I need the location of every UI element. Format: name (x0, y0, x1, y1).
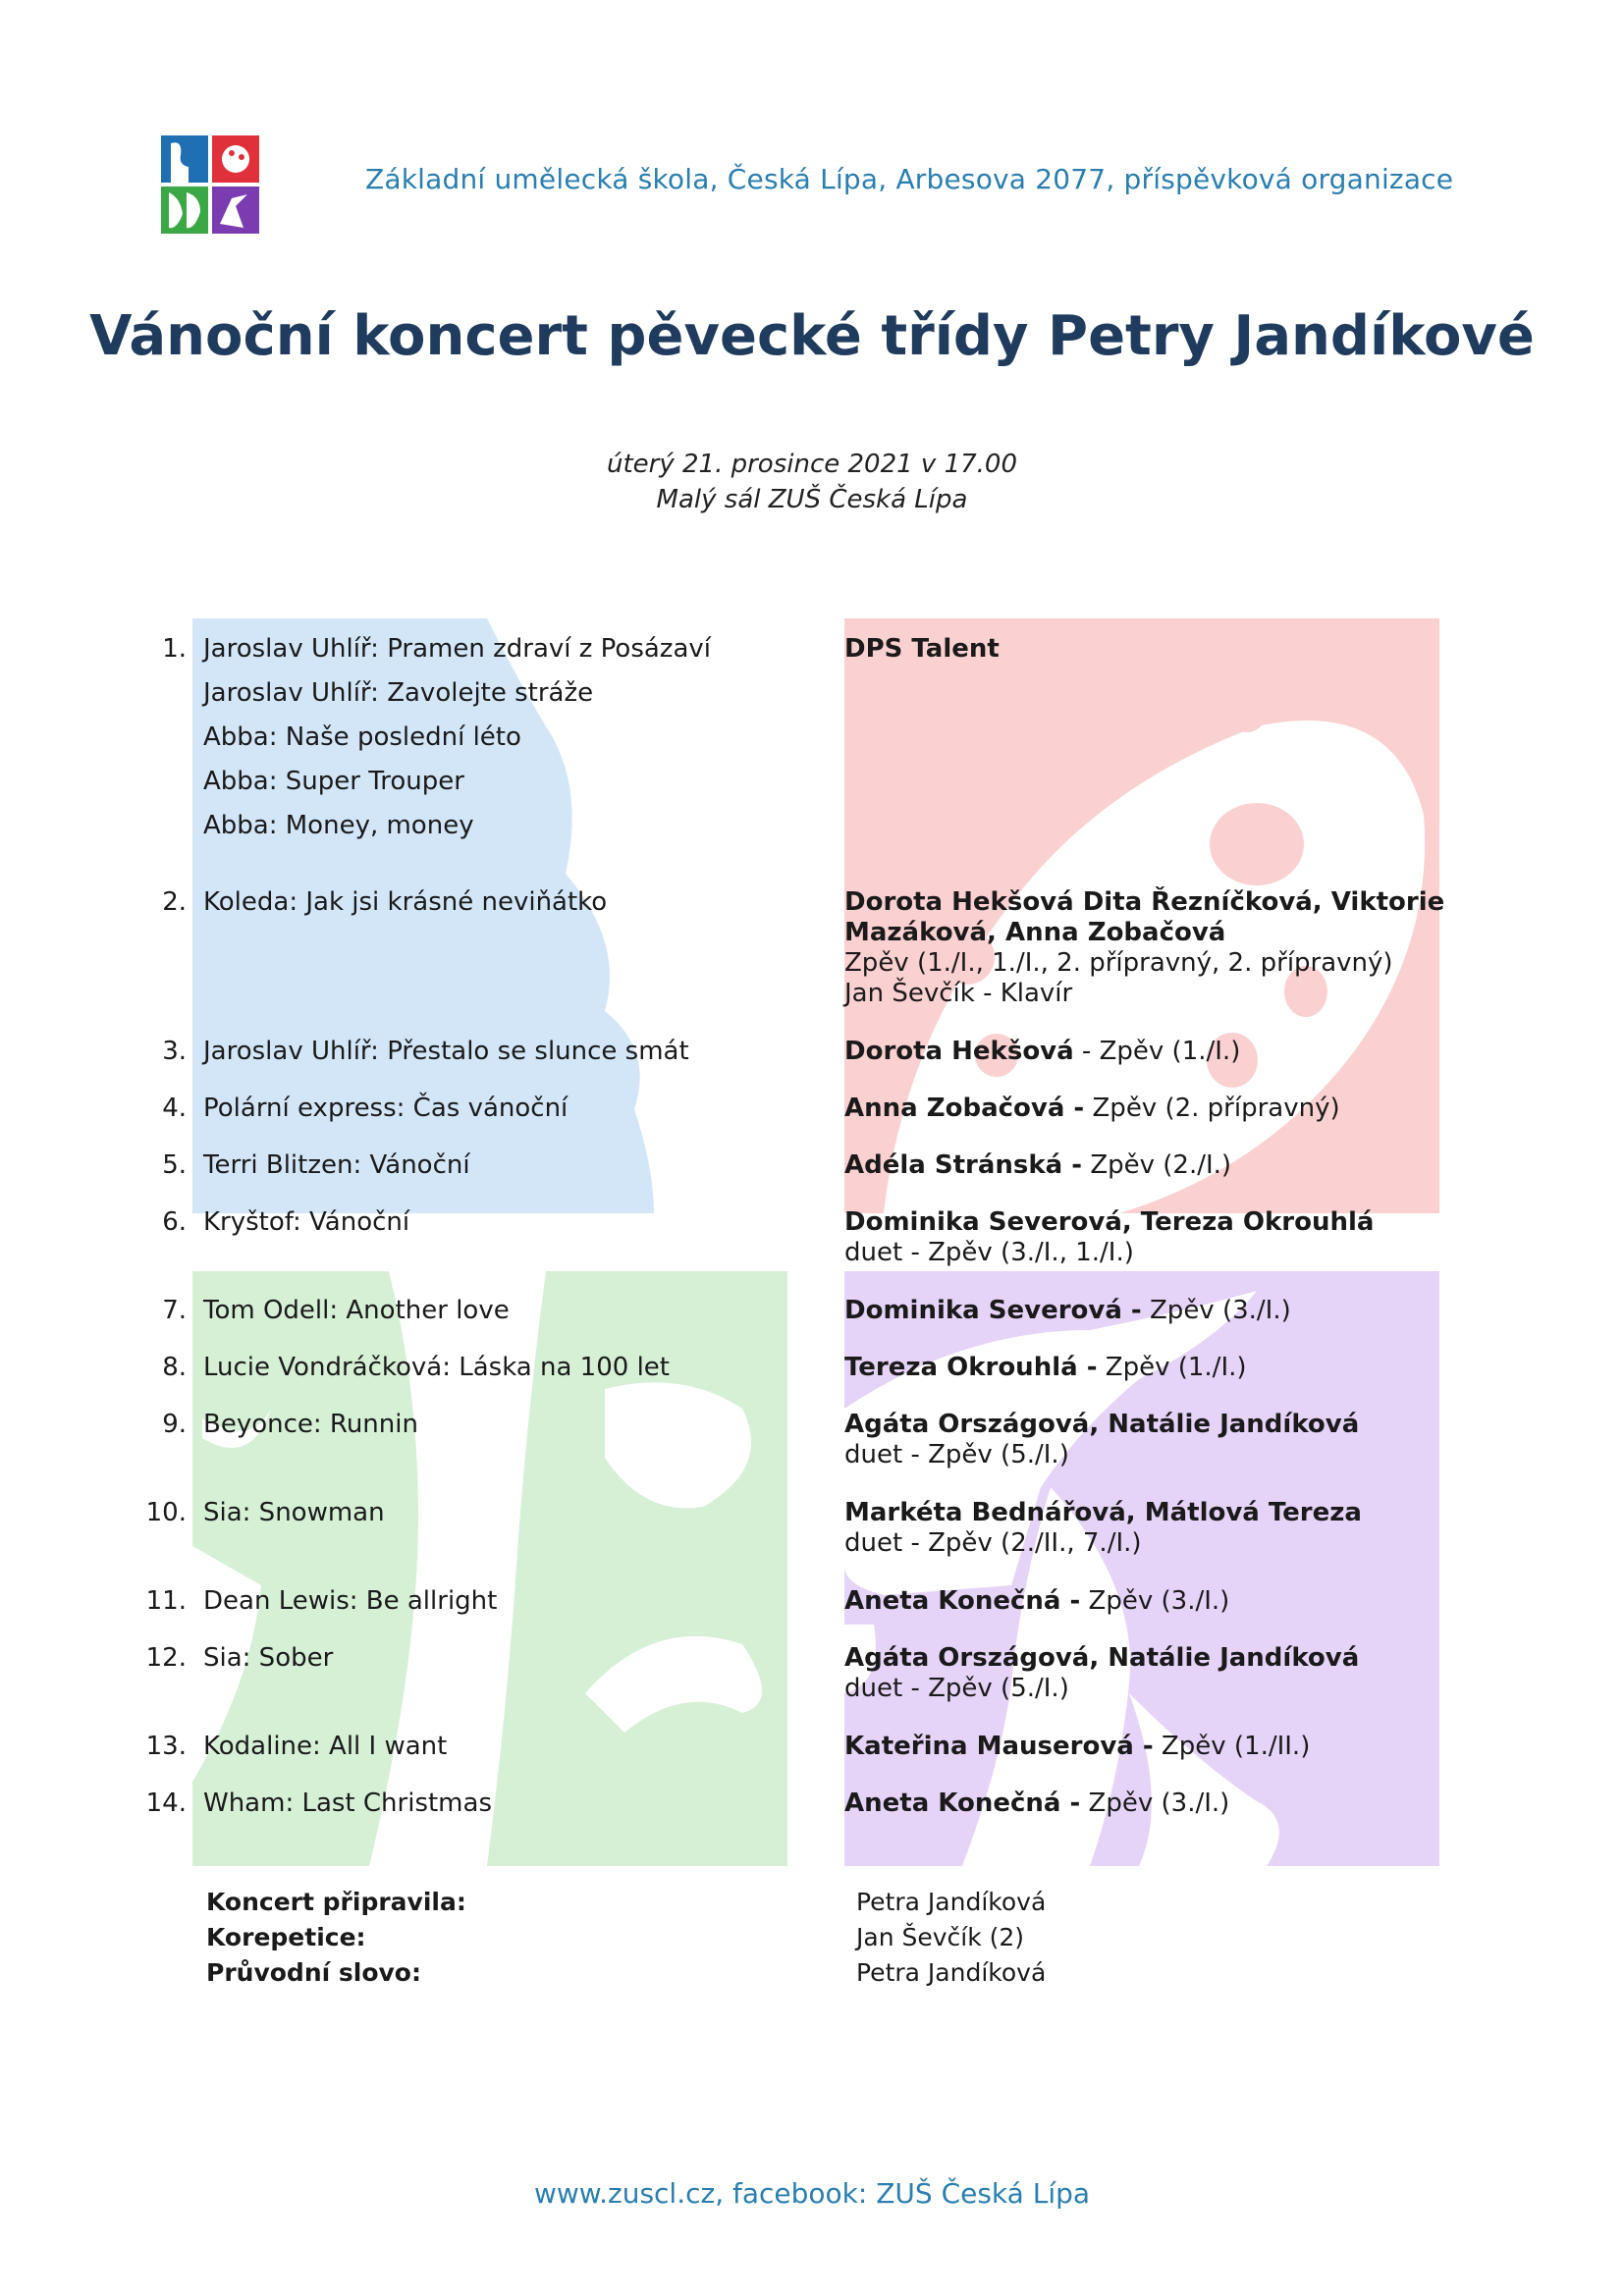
piece-title: Lucie Vondráčková: Láska na 100 let (203, 1353, 670, 1382)
performer-name: Dominika Severová, Tereza Okrouhlá (844, 1207, 1375, 1237)
item-number: 5. (162, 1150, 187, 1180)
footer-links[interactable]: www.zuscl.cz, facebook: ZUŠ Česká Lípa (533, 2177, 1091, 2210)
piece-title: Terri Blitzen: Vánoční (203, 1150, 470, 1180)
performer-name: Agáta Országová, Natálie Jandíková (844, 1643, 1360, 1673)
item-performer (844, 1094, 1492, 1124)
credit-narration-value: Petra Jandíková (856, 1958, 1047, 1987)
piece-title: Dean Lewis: Be allright (203, 1586, 498, 1616)
performer-role: - Zpěv (1./I.) (1073, 1037, 1241, 1066)
item-performer (844, 1037, 1492, 1067)
event-date-time: úterý 21. prosince 2021 v 17.00 (606, 450, 1018, 479)
item-performer (844, 1586, 1492, 1617)
item-performer (844, 887, 1492, 1009)
item-pieces (203, 1732, 792, 1776)
item-performer (844, 1498, 1492, 1559)
credit-accompaniment-label: Korepetice: (206, 1923, 366, 1951)
organization-header: Základní umělecká škola, Česká Lípa, Arbesova 2077, příspěvková organizace (365, 163, 1454, 195)
performer-name: Dominika Severová - (844, 1296, 1142, 1325)
item-number: 8. (162, 1353, 187, 1382)
item-pieces (203, 1353, 792, 1397)
item-pieces (203, 1586, 792, 1630)
performer-name: Aneta Konečná - (844, 1586, 1081, 1616)
item-performer (844, 1410, 1492, 1470)
item-pieces (203, 634, 792, 855)
performer-role: Zpěv (1./II.) (1153, 1732, 1311, 1761)
piece-title: Sia: Sober (203, 1643, 334, 1673)
item-pieces (203, 1789, 792, 1833)
item-pieces (203, 1498, 792, 1542)
item-number: 7. (162, 1296, 187, 1325)
page-title: Vánoční koncert pěvecké třídy Petry Jandíkové (89, 304, 1535, 368)
item-pieces (203, 887, 792, 932)
item-number: 1. (162, 634, 187, 664)
item-number: 12. (145, 1643, 187, 1673)
performer-detail: Zpěv (1./I., 1./I., 2. přípravný, 2. přípravný) (844, 948, 1393, 978)
credit-prepared-value: Petra Jandíková (856, 1888, 1047, 1916)
item-number: 4. (162, 1094, 187, 1123)
piece-title: Beyonce: Runnin (203, 1410, 418, 1439)
performer-detail: Jan Ševčík - Klavír (844, 979, 1073, 1008)
item-number: 6. (162, 1207, 187, 1237)
item-pieces (203, 1410, 792, 1454)
piece-title: Jaroslav Uhlíř: Zavolejte stráže (203, 678, 594, 708)
performer-role: Zpěv (3./I.) (1080, 1586, 1230, 1616)
performer-detail: duet - Zpěv (5./I.) (844, 1674, 1069, 1703)
performer-name: Markéta Bednářová, Mátlová Tereza (844, 1498, 1362, 1527)
item-pieces (203, 1643, 792, 1687)
item-number: 11. (145, 1586, 187, 1616)
item-number: 2. (162, 887, 187, 917)
performer-name: Kateřina Mauserová - (844, 1732, 1154, 1761)
piece-title: Polární express: Čas vánoční (203, 1094, 568, 1123)
performer-name: Tereza Okrouhlá - (844, 1353, 1098, 1382)
performer-name: Aneta Konečná - (844, 1789, 1081, 1818)
credit-prepared-label: Koncert připravila: (206, 1888, 466, 1916)
performer-name: Dorota Hekšová (844, 1037, 1074, 1066)
performer-name: Dorota Hekšová Dita Řezníčková, Viktorie Mazáková, Anna Zobačová (844, 887, 1445, 947)
performer-detail: duet - Zpěv (5./I.) (844, 1440, 1069, 1469)
item-performer (844, 1207, 1492, 1268)
piece-title: Kryštof: Vánoční (203, 1207, 410, 1237)
item-number: 10. (145, 1498, 187, 1527)
item-number: 13. (145, 1732, 187, 1761)
item-number: 3. (162, 1037, 187, 1066)
item-pieces (203, 1296, 792, 1340)
piece-title: Wham: Last Christmas (203, 1789, 492, 1818)
item-performer (844, 634, 1492, 665)
performer-detail: duet - Zpěv (2./II., 7./I.) (844, 1528, 1142, 1558)
credits-labels (206, 1885, 466, 1991)
item-performer (844, 1353, 1492, 1383)
piece-title: Jaroslav Uhlíř: Pramen zdraví z Posázaví (203, 634, 711, 664)
item-performer (844, 1732, 1492, 1762)
piece-title: Kodaline: All I want (203, 1732, 448, 1761)
item-performer (844, 1789, 1492, 1819)
item-performer (844, 1150, 1492, 1181)
event-venue: Malý sál ZUŠ Česká Lípa (656, 485, 968, 514)
performer-role: Zpěv (2./I.) (1082, 1150, 1232, 1180)
piece-title: Jaroslav Uhlíř: Přestalo se slunce smát (203, 1037, 689, 1066)
piece-title: Abba: Naše poslední léto (203, 722, 521, 752)
item-performer (844, 1296, 1492, 1326)
item-pieces (203, 1207, 792, 1252)
performer-role: Zpěv (3./I.) (1080, 1789, 1230, 1818)
performer-name: Agáta Országová, Natálie Jandíková (844, 1410, 1360, 1439)
piece-title: Koleda: Jak jsi krásné neviňátko (203, 887, 608, 917)
piece-title: Abba: Super Trouper (203, 767, 464, 796)
item-pieces (203, 1037, 792, 1081)
performer-role: Zpěv (3./I.) (1141, 1296, 1291, 1325)
performer-name: Anna Zobačová - (844, 1094, 1085, 1123)
piece-title: Sia: Snowman (203, 1498, 385, 1527)
item-number: 14. (145, 1789, 187, 1818)
performer-role: Zpěv (2. přípravný) (1084, 1094, 1340, 1123)
piece-title: Abba: Money, money (203, 811, 474, 840)
credit-accompaniment-value: Jan Ševčík (2) (856, 1923, 1025, 1951)
performer-name: DPS Talent (844, 634, 1000, 664)
performer-name: Adéla Stránská - (844, 1150, 1083, 1180)
performer-detail: duet - Zpěv (3./I., 1./I.) (844, 1238, 1134, 1267)
item-performer (844, 1643, 1492, 1704)
credits-values (856, 1885, 1046, 1991)
credit-narration-label: Průvodní slovo: (206, 1958, 421, 1987)
piece-title: Tom Odell: Another love (203, 1296, 510, 1325)
item-pieces (203, 1150, 792, 1195)
item-pieces (203, 1094, 792, 1138)
item-number: 9. (162, 1410, 187, 1439)
performer-role: Zpěv (1./I.) (1097, 1353, 1247, 1382)
